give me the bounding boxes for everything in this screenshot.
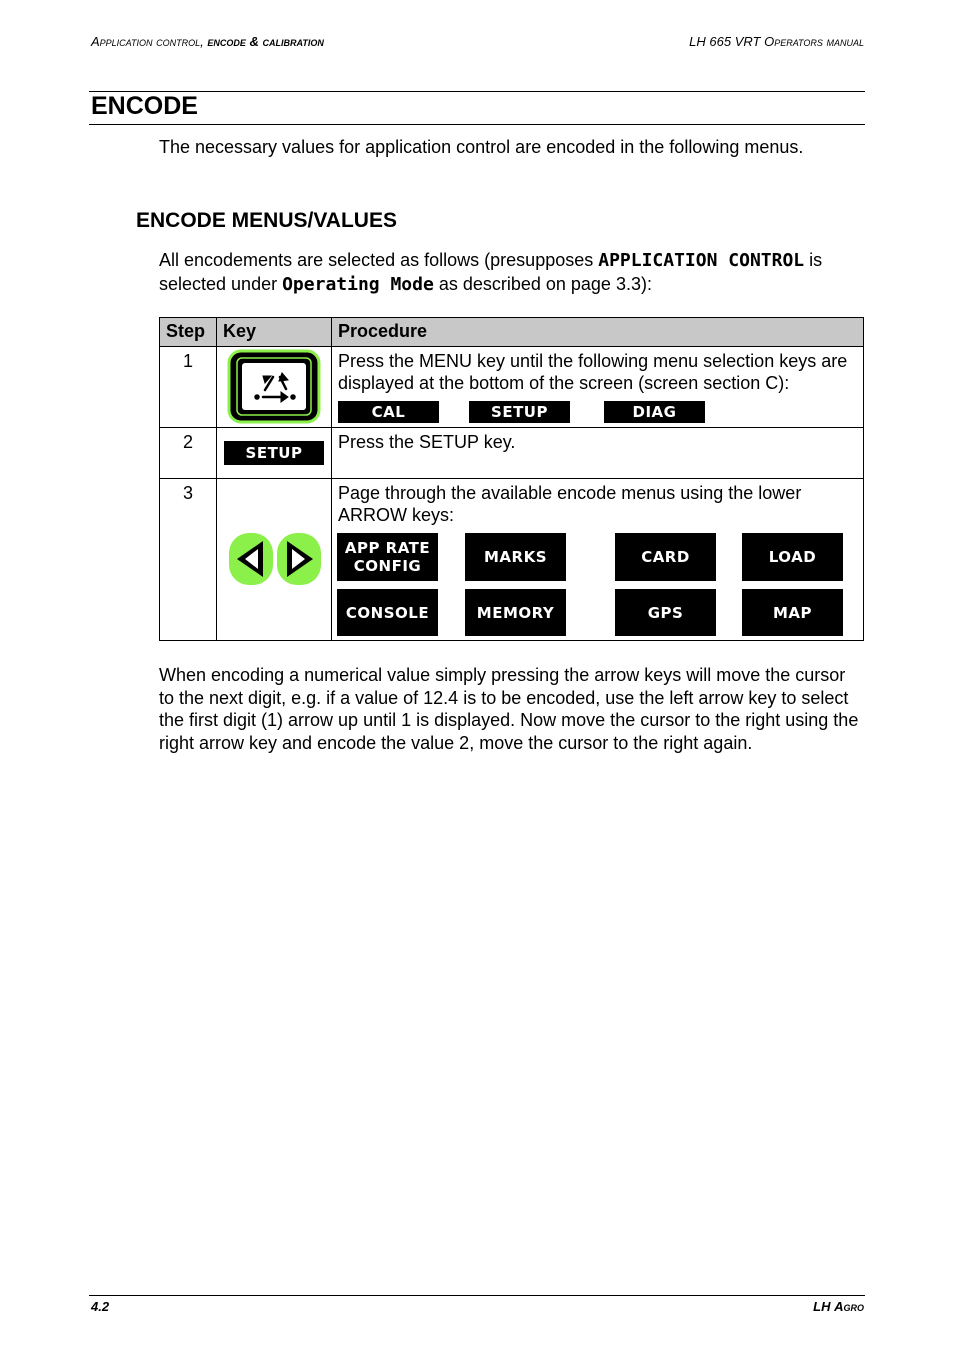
menu-key-icon [227, 349, 321, 424]
page-number: 4.2 [91, 1299, 110, 1314]
table-row [160, 479, 864, 641]
title-rule-top [89, 91, 865, 92]
procedure-text: Press the SETUP key. [338, 432, 516, 452]
softkey-map: MAP [742, 589, 843, 636]
para-text-3: as described on page 3.3): [433, 273, 652, 294]
softkey-memory: MEMORY [465, 589, 566, 636]
closing-paragraph: When encoding a numerical value simply pressing the arrow keys will move the cursor to the next digit, e.g. if a value of 12.4 is to be encoded, use the left arrow key to select the first digit (1) arrow up until 1 is displayed. Now move the cursor to the right using the right arrow key and encode the value 2, move the cursor to the right again. [159, 665, 859, 753]
softkey-gps: GPS [615, 589, 716, 636]
subsection-paragraph [159, 249, 839, 296]
softkey-console: CONSOLE [337, 589, 438, 636]
step-number: 1 [182, 351, 193, 371]
section-intro: The necessary values for application control are encoded in the following menus. [159, 137, 804, 157]
table-row [160, 347, 864, 428]
softkey-diag: DIAG [604, 401, 705, 423]
softkey-cal: CAL [338, 401, 439, 423]
table-row [160, 428, 864, 479]
header-doc-type: Operators manual [764, 34, 864, 49]
subsection-title: ENCODE MENUS/VALUES [136, 209, 397, 232]
setup-key: SETUP [224, 441, 324, 465]
procedure-text: Page through the available encode menus using the lower ARROW keys: [338, 483, 802, 525]
footer-brand-small: Agro [834, 1299, 864, 1314]
header-step: Step [160, 318, 217, 347]
footer-brand-main: LH [813, 1299, 831, 1314]
header-key: Key [217, 318, 332, 347]
table-header-row [160, 318, 864, 347]
step-number: 3 [182, 483, 193, 503]
para-bold-application-control: APPLICATION CONTROL [598, 250, 805, 271]
footer-brand [813, 1299, 864, 1314]
arrow-left-right-keys-icon [227, 531, 323, 587]
procedure-table [159, 317, 864, 641]
title-rule-bottom [89, 124, 865, 125]
para-text-1: All encodements are selected as follows (presupposes [159, 250, 599, 270]
softkey-card: CARD [615, 533, 716, 581]
running-header-left [91, 34, 324, 49]
section-title: ENCODE [91, 92, 198, 120]
para-bold-operating-mode: Operating Mode [282, 273, 434, 295]
softkey-load: LOAD [742, 533, 843, 581]
procedure-text: Press the MENU key until the following menu selection keys are displayed at the bottom of the screen (screen section C): [338, 351, 848, 393]
running-header-right [689, 34, 864, 49]
header-section-name: Application control, [91, 34, 204, 49]
header-product: LH 665 VRT [689, 34, 761, 49]
para-text-2: is selected under [159, 250, 823, 294]
softkey-app-rate-config: APP RATE CONFIG [337, 533, 438, 581]
softkey-marks: MARKS [465, 533, 566, 581]
header-procedure: Procedure [332, 318, 864, 347]
footer-rule [89, 1295, 865, 1296]
header-section-bold: encode & calibration [207, 34, 324, 49]
step-number: 2 [182, 432, 193, 452]
softkey-setup: SETUP [469, 401, 570, 423]
